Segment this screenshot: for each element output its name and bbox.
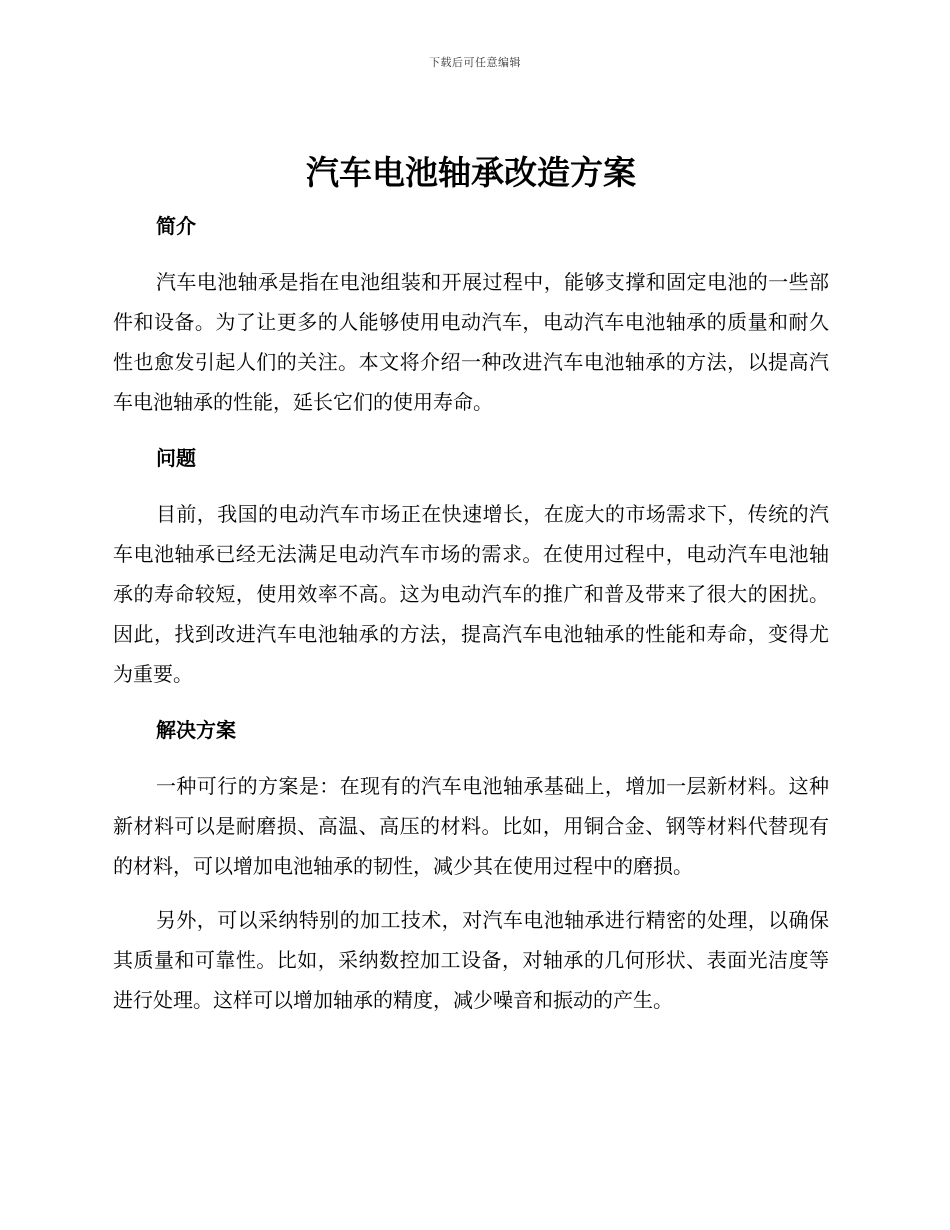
section-heading-solution: 解决方案 (156, 718, 236, 742)
solution-paragraph-2: 另外，可以采纳特别的加工技术，对汽车电池轴承进行精密的处理，以确保其质量和可靠性。比如，采纳数控加工设备，对轴承的几何形状、表面光洁度等进行处理。这样可以增加轴承的精度，减少噪音和振动的产生。 (113, 908, 829, 1012)
document-title: 汽车电池轴承改造方案 (306, 153, 636, 192)
intro-paragraph: 汽车电池轴承是指在电池组装和开展过程中，能够支撑和固定电池的一些部件和设备。为了让更多的人能够使用电动汽车，电动汽车电池轴承的质量和耐久性也愈发引起人们的关注。本文将介绍一种改进汽车电池轴承的方法，以提高汽车电池轴承的性能，延长它们的使用寿命。 (113, 270, 829, 414)
section-heading-intro: 简介 (156, 214, 196, 238)
solution-paragraph-1: 一种可行的方案是：在现有的汽车电池轴承基础上，增加一层新材料。这种新材料可以是耐磨损、高温、高压的材料。比如，用铜合金、钢等材料代替现有的材料，可以增加电池轴承的韧性，减少其在使用过程中的磨损。 (113, 774, 829, 878)
section-heading-problem: 问题 (156, 446, 196, 470)
document-body (113, 148, 829, 1020)
header-note: 下载后可任意编辑 (429, 56, 521, 69)
problem-paragraph: 目前，我国的电动汽车市场正在快速增长，在庞大的市场需求下，传统的汽车电池轴承已经无法满足电动汽车市场的需求。在使用过程中，电动汽车电池轴承的寿命较短，使用效率不高。这为电动汽车的推广和普及带来了很大的困扰。因此，找到改进汽车电池轴承的方法，提高汽车电池轴承的性能和寿命，变得尤为重要。 (113, 502, 829, 686)
